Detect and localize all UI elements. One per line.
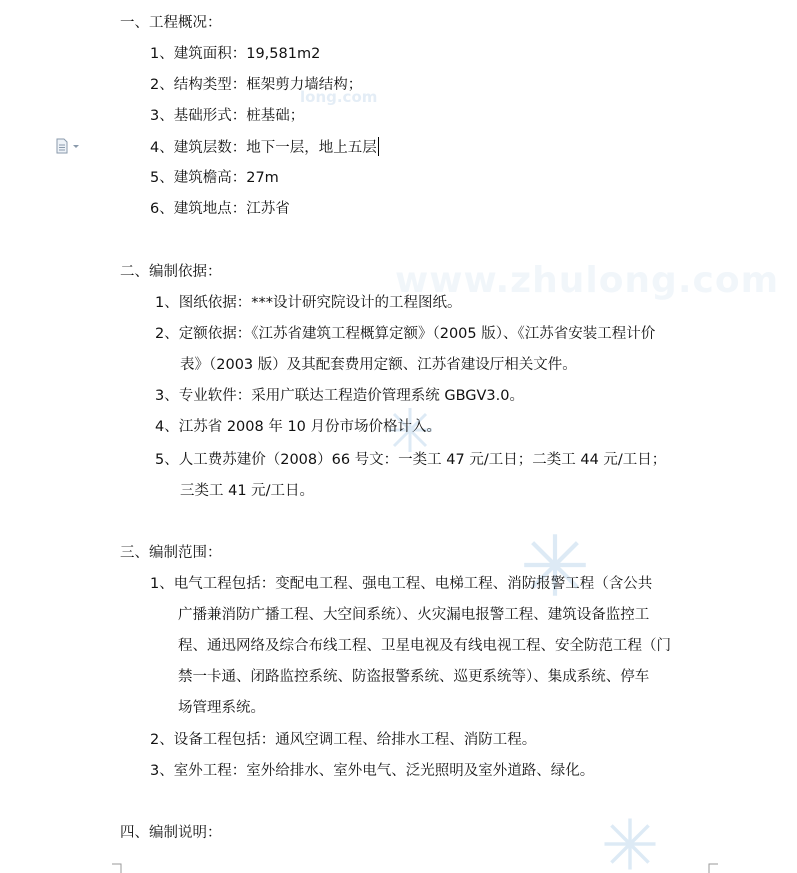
- list-item-continuation: 程、通迅网络及综合布线工程、卫星电视及有线电视工程、安全防范工程（门: [178, 638, 671, 654]
- list-item: 5、人工费苏建价（2008）66 号文：一类工 47 元/工日；二类工 44 元/工日；: [155, 452, 667, 468]
- list-item-continuation: 表》（2003 版）及其配套费用定额、江苏省建设厅相关文件。: [180, 357, 577, 373]
- list-item: 4、江苏省 2008 年 10 月份市场价格计入。: [155, 419, 442, 435]
- list-item-continuation: 三类工 41 元/工日。: [180, 483, 315, 499]
- list-item: 6、建筑地点：江苏省: [150, 201, 290, 217]
- list-item-continuation: 广播兼消防广播工程、大空间系统）、火灾漏电报警工程、建筑设备监控工: [178, 607, 650, 623]
- list-item: 2、定额依据：《江苏省建筑工程概算定额》（2005 版）、《江苏省安装工程计价: [155, 326, 656, 342]
- list-item: 5、建筑檐高：27m: [150, 170, 279, 186]
- section-heading-overview: 一、工程概况：: [120, 15, 222, 31]
- snowflake-watermark-icon: [595, 815, 665, 873]
- margin-corner-mark: [708, 863, 718, 873]
- list-item: 1、图纸依据：***设计研究院设计的工程图纸。: [155, 295, 462, 311]
- margin-corner-mark: [112, 863, 122, 873]
- section-heading-scope: 三、编制范围：: [120, 545, 222, 561]
- list-item-continuation: 场管理系统。: [178, 700, 265, 716]
- list-item: 2、结构类型：框架剪力墙结构；: [150, 77, 363, 93]
- list-item: 3、专业软件：采用广联达工程造价管理系统 GBGV3.0。: [155, 388, 524, 404]
- watermark-text-small: long.com: [300, 88, 378, 106]
- list-item-continuation: 禁一卡通、闭路监控系统、防盗报警系统、巡更系统等）、集成系统、停车: [178, 669, 650, 685]
- list-item: 3、基础形式：桩基础；: [150, 108, 305, 124]
- list-item-with-caret[interactable]: [150, 137, 379, 158]
- text-cursor: [378, 137, 379, 156]
- list-item: 1、建筑面积：19,581m2: [150, 46, 321, 62]
- watermark-text: www.zhulong.com: [395, 260, 780, 301]
- list-item: 1、电气工程包括：变配电工程、强电工程、电梯工程、消防报警工程（含公共: [150, 576, 653, 592]
- paste-options-icon[interactable]: [55, 138, 83, 154]
- list-item-text: 4、建筑层数：地下一层，地上五层: [150, 140, 377, 156]
- section-heading-basis: 二、编制依据：: [120, 264, 222, 280]
- list-item: 2、设备工程包括：通风空调工程、给排水工程、消防工程。: [150, 732, 537, 748]
- list-item: 3、室外工程：室外给排水、室外电气、泛光照明及室外道路、绿化。: [150, 763, 595, 779]
- section-heading-notes: 四、编制说明：: [120, 825, 222, 841]
